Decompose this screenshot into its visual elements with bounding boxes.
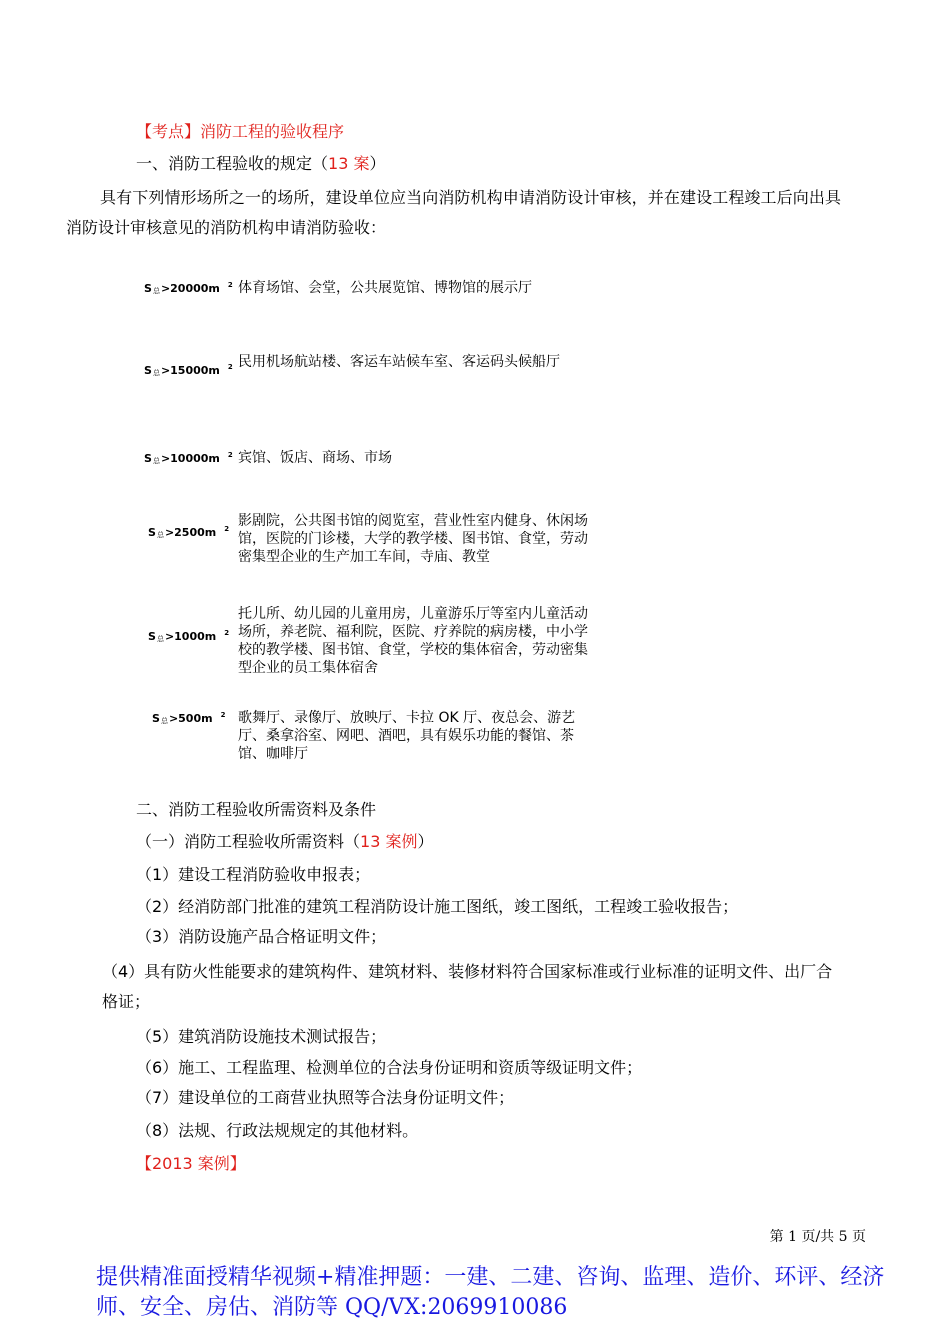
area-row-desc: 影剧院，公共图书馆的阅览室，营业性室内健身、休闲场馆，医院的门诊楼，大学的教学楼、图书馆、食堂，劳动密集型企业的生产加工车间，寺庙、教堂	[238, 513, 588, 565]
area-row-desc: 体育场馆、会堂，公共展览馆、博物馆的展示厅	[238, 280, 532, 296]
list-item: （4）具有防火性能要求的建筑构件、建筑材料、装修材料符合国家标准或行业标准的证明文件、出厂合格证；	[102, 962, 833, 1011]
area-row-label: S总>500m $^2$	[152, 711, 226, 725]
area-row-label: S总>15000m $^2$	[144, 363, 233, 377]
heading-title: 消防工程的验收程序	[200, 122, 345, 141]
intro-paragraph: 具有下列情形场所之一的场所，建设单位应当向消防机构申请消防设计审核，并在建设工程竣工后向出具消防设计审核意见的消防机构申请消防验收：	[66, 188, 841, 237]
section1-title: 一、消防工程验收的规定（13 案）	[136, 154, 386, 173]
section2-title: 二、消防工程验收所需资料及条件	[136, 800, 377, 819]
ad-banner: 提供精准面授精华视频+精准押题：一建、二建、咨询、监理、造价、环评、经济师、安全、房估、消防等 QQ/VX:2069910086	[96, 1265, 885, 1320]
section-heading	[136, 122, 344, 142]
list-item: （3）消防设施产品合格证明文件；	[136, 927, 387, 946]
list-item: （6）施工、工程监理、检测单位的合法身份证明和资质等级证明文件；	[136, 1058, 643, 1077]
area-row-label: S总>20000m $^2$	[144, 281, 233, 295]
case-tag-2013: 【2013 案例】	[136, 1154, 246, 1173]
heading-bracket-label: 【考点】	[136, 122, 201, 141]
area-row-desc: 托儿所、幼儿园的儿童用房，儿童游乐厅等室内儿童活动场所，养老院、福利院，医院、疗养院的病房楼，中小学校的教学楼、图书馆、食堂，学校的集体宿舍，劳动密集型企业的员工集体宿舍	[238, 606, 588, 676]
area-row-label: S总>2500m $^2$	[148, 525, 230, 539]
list-item: （7）建设单位的工商营业执照等合法身份证明文件；	[136, 1088, 515, 1107]
area-row-desc: 民用机场航站楼、客运车站候车室、客运码头候船厅	[238, 354, 560, 370]
list-item: （1）建设工程消防验收申报表；	[136, 865, 371, 884]
area-row-label: S总>1000m $^2$	[148, 629, 230, 643]
area-row-desc: 宾馆、饭店、商场、市场	[238, 450, 392, 466]
area-row-desc: 歌舞厅、录像厅、放映厅、卡拉 OK 厅、夜总会、游艺厅、桑拿浴室、网吧、酒吧，具有娱乐功能的餐馆、茶馆、咖啡厅	[238, 710, 576, 762]
list-item: （8）法规、行政法规规定的其他材料。	[136, 1121, 419, 1140]
section2-subtitle: （一）消防工程验收所需资料（13 案例）	[136, 832, 434, 851]
list-item: （2）经消防部门批准的建筑工程消防设计施工图纸，竣工图纸，工程竣工验收报告；	[136, 897, 739, 916]
section1-case-tag: 13 案	[328, 154, 370, 173]
list-item: （5）建筑消防设施技术测试报告；	[136, 1027, 387, 1046]
page-number: 第 1 页/共 5 页	[769, 1229, 866, 1245]
section2-case-tag: 13 案例	[360, 832, 418, 851]
area-row-label: S总>10000m $^2$	[144, 451, 233, 465]
